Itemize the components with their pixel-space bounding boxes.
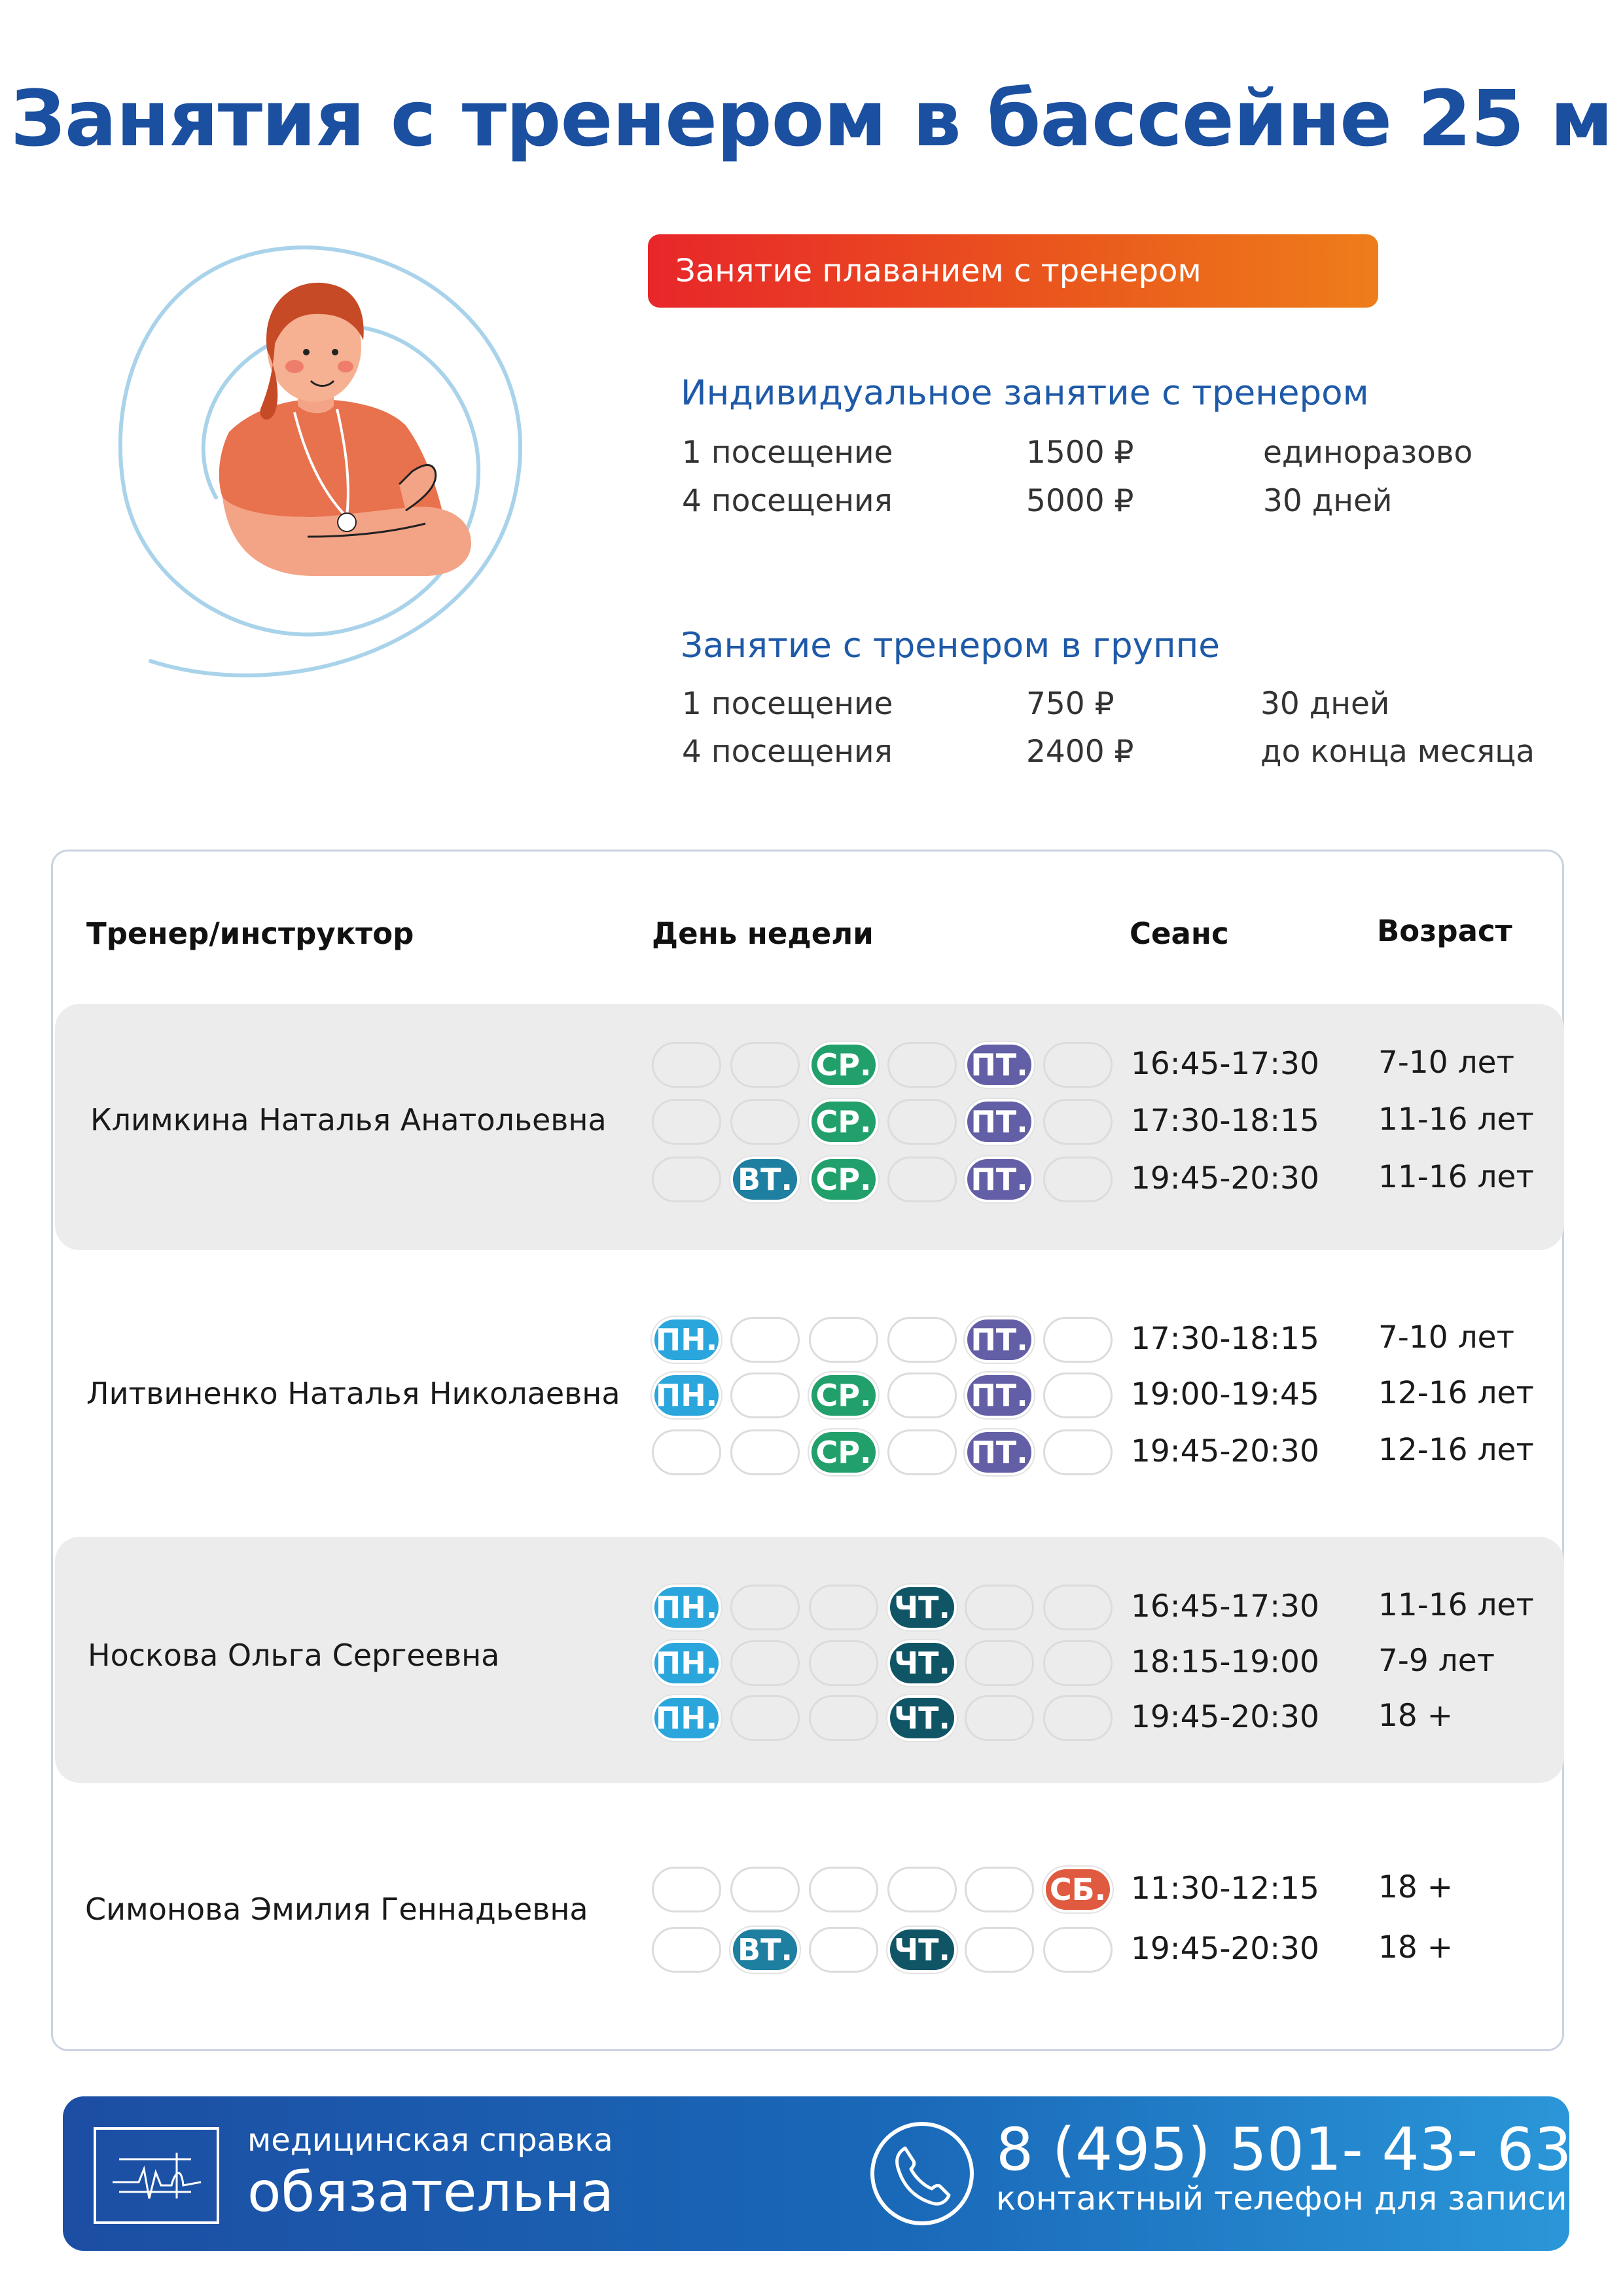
trainer-name: Симонова Эмилия Геннадьевна	[85, 1892, 588, 1927]
session-time: 19:00-19:45	[1131, 1376, 1319, 1412]
day-badge-sat: СБ.	[1043, 1867, 1113, 1912]
footer-note: медицинская справка	[247, 2122, 613, 2159]
session-time: 19:45-20:30	[1131, 1931, 1319, 1967]
age-group: 7-10 лет	[1378, 1045, 1514, 1081]
day-badge-mon: ПН.	[652, 1372, 721, 1418]
session-time: 11:30-12:15	[1131, 1871, 1319, 1907]
day-badge-fri: ПТ.	[965, 1099, 1034, 1145]
header-trainer: Тренер/инструктор	[86, 916, 414, 951]
day-slot-empty	[1043, 1429, 1113, 1475]
day-slot-empty	[887, 1099, 957, 1145]
price-amount: 2400 ₽	[1026, 734, 1134, 770]
header-age: Возраст	[1377, 914, 1512, 948]
day-slot-empty	[809, 1867, 878, 1912]
header-day: День недели	[652, 916, 874, 951]
day-badge-thu: ЧТ.	[887, 1695, 957, 1741]
day-slot-empty	[809, 1640, 878, 1686]
day-slot-empty	[965, 1585, 1034, 1630]
day-slot-empty	[887, 1429, 957, 1475]
age-group: 18 +	[1378, 1698, 1454, 1734]
group-heading: Занятие с тренером в группе	[681, 626, 1220, 666]
age-group: 7-9 лет	[1378, 1643, 1495, 1679]
day-badge-mon: ПН.	[652, 1585, 721, 1630]
footer-requirement: обязательна	[247, 2160, 615, 2224]
price-amount: 750 ₽	[1026, 686, 1115, 722]
price-term: до конца месяца	[1260, 734, 1535, 770]
day-slot-empty	[652, 1429, 721, 1475]
header-session: Сеанс	[1130, 916, 1229, 951]
trainer-name: Носкова Ольга Сергеевна	[88, 1638, 500, 1673]
day-slot-empty	[730, 1640, 800, 1686]
session-time: 16:45-17:30	[1131, 1046, 1319, 1082]
age-group: 18 +	[1378, 1929, 1454, 1965]
day-slot-empty	[1043, 1157, 1113, 1202]
coach-illustration	[98, 209, 569, 733]
age-group: 18 +	[1378, 1869, 1454, 1905]
phone-caption: контактный телефон для записи	[996, 2179, 1567, 2217]
day-slot-empty	[887, 1372, 957, 1418]
price-term: 30 дней	[1260, 686, 1390, 722]
age-group: 11-16 лет	[1378, 1159, 1534, 1195]
day-badge-thu: ЧТ.	[887, 1640, 957, 1686]
age-group: 11-16 лет	[1378, 1102, 1534, 1138]
session-time: 18:15-19:00	[1131, 1644, 1319, 1680]
day-slot-empty	[887, 1042, 957, 1088]
day-slot-empty	[730, 1585, 800, 1630]
day-badge-tue: ВТ.	[730, 1157, 800, 1202]
day-slot-empty	[887, 1867, 957, 1912]
price-visits: 4 посещения	[682, 734, 893, 770]
day-slot-empty	[1043, 1585, 1113, 1630]
price-amount: 1500 ₽	[1026, 435, 1134, 471]
session-time: 16:45-17:30	[1131, 1588, 1319, 1624]
day-badge-wed: СР.	[809, 1042, 878, 1088]
day-badge-wed: СР.	[809, 1372, 878, 1418]
price-term: единоразово	[1263, 435, 1473, 471]
age-group: 11-16 лет	[1378, 1587, 1534, 1623]
day-slot-empty	[652, 1099, 721, 1145]
day-slot-empty	[730, 1867, 800, 1912]
day-slot-empty	[652, 1867, 721, 1912]
day-slot-empty	[730, 1429, 800, 1475]
day-slot-empty	[965, 1695, 1034, 1741]
day-slot-empty	[652, 1927, 721, 1973]
phone-number[interactable]: 8 (495) 501- 43- 63	[996, 2115, 1572, 2184]
age-group: 7-10 лет	[1378, 1319, 1514, 1355]
day-slot-empty	[965, 1927, 1034, 1973]
day-slot-empty	[965, 1867, 1034, 1912]
day-badge-wed: СР.	[809, 1099, 878, 1145]
day-badge-mon: ПН.	[652, 1640, 721, 1686]
day-badge-mon: ПН.	[652, 1695, 721, 1741]
whistle-icon	[338, 513, 356, 531]
age-group: 12-16 лет	[1378, 1432, 1534, 1468]
offer-banner: Занятие плаванием с тренером	[648, 234, 1378, 308]
day-slot-empty	[809, 1317, 878, 1363]
day-badge-tue: ВТ.	[730, 1927, 800, 1973]
day-badge-fri: ПТ.	[965, 1372, 1034, 1418]
trainer-name: Климкина Наталья Анатольевна	[90, 1102, 607, 1138]
price-visits: 1 посещение	[682, 686, 893, 722]
trainer-name: Литвиненко Наталья Николаевна	[86, 1376, 620, 1411]
day-slot-empty	[652, 1042, 721, 1088]
day-badge-mon: ПН.	[652, 1317, 721, 1363]
day-badge-fri: ПТ.	[965, 1429, 1034, 1475]
session-time: 17:30-18:15	[1131, 1321, 1319, 1357]
day-slot-empty	[730, 1042, 800, 1088]
day-slot-empty	[1043, 1317, 1113, 1363]
day-slot-empty	[730, 1317, 800, 1363]
day-slot-empty	[809, 1695, 878, 1741]
day-slot-empty	[809, 1585, 878, 1630]
day-slot-empty	[1043, 1927, 1113, 1973]
phone-icon	[869, 2121, 975, 2227]
day-slot-empty	[652, 1157, 721, 1202]
price-term: 30 дней	[1263, 483, 1393, 519]
day-badge-fri: ПТ.	[965, 1317, 1034, 1363]
day-badge-wed: СР.	[809, 1429, 878, 1475]
day-slot-empty	[730, 1695, 800, 1741]
day-badge-thu: ЧТ.	[887, 1927, 957, 1973]
day-slot-empty	[730, 1099, 800, 1145]
page-title: Занятия с тренером в бассейне 25 м	[10, 73, 1613, 164]
session-time: 19:45-20:30	[1131, 1699, 1319, 1735]
session-time: 19:45-20:30	[1131, 1160, 1319, 1196]
day-slot-empty	[965, 1640, 1034, 1686]
price-amount: 5000 ₽	[1026, 483, 1134, 519]
day-slot-empty	[1043, 1099, 1113, 1145]
day-slot-empty	[887, 1157, 957, 1202]
day-slot-empty	[1043, 1695, 1113, 1741]
day-badge-wed: СР.	[809, 1157, 878, 1202]
day-slot-empty	[887, 1317, 957, 1363]
day-badge-fri: ПТ.	[965, 1042, 1034, 1088]
price-visits: 1 посещение	[682, 435, 893, 471]
day-slot-empty	[730, 1372, 800, 1418]
medical-certificate-icon	[93, 2126, 220, 2225]
day-slot-empty	[1043, 1042, 1113, 1088]
session-time: 17:30-18:15	[1131, 1103, 1319, 1139]
day-slot-empty	[1043, 1640, 1113, 1686]
individual-heading: Индивидуальное занятие с тренером	[681, 373, 1369, 413]
day-badge-thu: ЧТ.	[887, 1585, 957, 1630]
day-slot-empty	[809, 1927, 878, 1973]
day-badge-fri: ПТ.	[965, 1157, 1034, 1202]
price-visits: 4 посещения	[682, 483, 893, 519]
session-time: 19:45-20:30	[1131, 1433, 1319, 1469]
age-group: 12-16 лет	[1378, 1375, 1534, 1411]
day-slot-empty	[1043, 1372, 1113, 1418]
